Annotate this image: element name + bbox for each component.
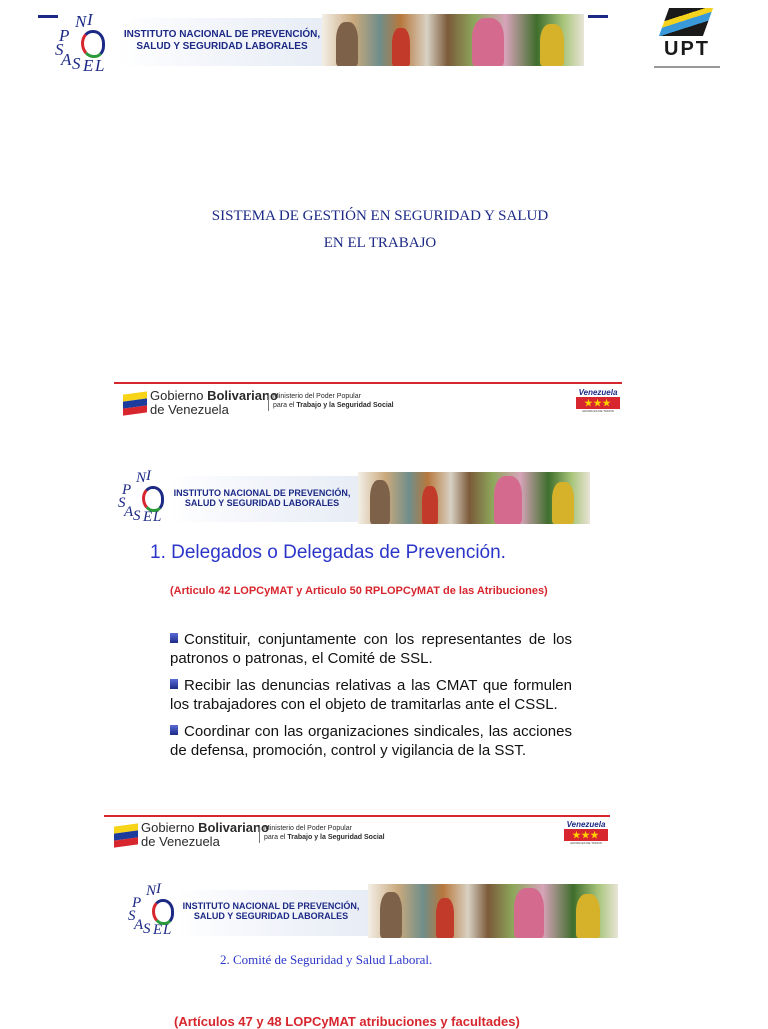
gov-banner-rule <box>114 382 622 384</box>
logo-letter: S <box>133 508 141 524</box>
header-photo-strip <box>368 884 618 938</box>
gobierno-bolivariano-text: Gobierno Bolivariano de Venezuela <box>150 388 278 417</box>
logo-letter: S <box>72 54 81 73</box>
bullet-square-icon <box>170 679 178 689</box>
institute-name: INSTITUTO NACIONAL DE PREVENCIÓN, SALUD Y SEGURIDAD LABORALES <box>182 901 360 922</box>
stars-icon: ★★★ <box>576 397 620 409</box>
ministerio-text: Ministerio del Poder Popular para el Trabajo y la Seguridad Social <box>259 825 385 843</box>
gov-banner-rule <box>104 815 610 817</box>
logo-letter: E <box>153 922 163 938</box>
header-photo-strip <box>358 472 590 524</box>
logo-letter: P <box>59 26 70 45</box>
logo-letter: S <box>55 40 64 59</box>
ministerio-text: Ministerio del Poder Popular para el Trabajo y la Seguridad Social <box>268 393 394 411</box>
logo-letter: I <box>87 10 93 29</box>
institute-name: INSTITUTO NACIONAL DE PREVENCIÓN, SALUD Y SEGURIDAD LABORALES <box>173 488 351 509</box>
institute-name: INSTITUTO NACIONAL DE PREVENCIÓN, SALUD Y SEGURIDAD LABORALES <box>123 29 321 52</box>
cover-title: SISTEMA DE GESTIÓN EN SEGURIDAD Y SALUD EN EL TRABAJO <box>211 208 549 251</box>
venezuela-ahora-logo: Venezuela ★★★ AHORA ES DE TODOS <box>564 820 608 845</box>
bullet-square-icon <box>170 725 178 735</box>
venezuela-ahora-logo: Venezuela ★★★ AHORA ES DE TODOS <box>576 388 620 413</box>
logo-letter: L <box>163 922 172 938</box>
logo-letter: N <box>136 470 147 486</box>
slide1-heading: 1. Delegados o Delegadas de Prevención. <box>150 542 506 563</box>
logo-head-icon <box>81 30 105 58</box>
logo-letter: A <box>124 504 134 520</box>
slide1-bullet-list <box>170 630 572 760</box>
logo-letter: I <box>146 468 151 484</box>
logo-letter: S <box>143 921 151 937</box>
list-item: Constituir, conjuntamente con los representantes de los patronos o patronas, el Comité de SSL. <box>170 631 572 667</box>
stars-icon: ★★★ <box>564 829 608 841</box>
logo-letter: P <box>132 895 142 911</box>
header-photo-strip <box>322 14 584 66</box>
slide2-heading: 2. Comité de Seguridad y Salud Laboral. <box>220 952 433 967</box>
logo-letter: L <box>153 509 162 525</box>
slide1-reference: (Articulo 42 LOPCyMAT y Articulo 50 RPLOPCyMAT de las Atribuciones) <box>170 585 548 597</box>
logo-letter: I <box>156 881 161 897</box>
logo-letter: N <box>146 883 157 899</box>
logo-letter: S <box>128 908 136 924</box>
venezuela-flag-icon <box>123 391 147 415</box>
logo-letter: A <box>61 50 72 69</box>
logo-letter: E <box>143 509 153 525</box>
top-decor-line-right <box>588 15 608 18</box>
list-item: Coordinar con las organizaciones sindicales, las acciones de defensa, promoción, control y vigilancia de la SST. <box>170 723 572 759</box>
logo-letter: L <box>95 56 105 75</box>
gobierno-bolivariano-text: Gobierno Bolivariano de Venezuela <box>141 820 269 849</box>
upt-emblem-icon <box>659 8 713 36</box>
bullet-square-icon <box>170 633 178 643</box>
venezuela-flag-icon <box>114 823 138 847</box>
logo-head-icon <box>142 486 164 512</box>
slide2-reference: (Artículos 47 y 48 LOPCyMAT atribuciones y facultades) <box>174 1014 520 1029</box>
logo-letter: E <box>83 56 94 75</box>
logo-letter: S <box>118 495 126 511</box>
upt-caption-line <box>654 66 720 68</box>
logo-letter: A <box>134 917 144 933</box>
logo-letter: P <box>122 482 132 498</box>
list-item: Recibir las denuncias relativas a las CMAT que formulen los trabajadores con el objeto de tramitarlas ante el CSSL. <box>170 677 572 713</box>
upt-logo: UPT <box>652 8 722 72</box>
logo-letter: N <box>75 12 87 31</box>
